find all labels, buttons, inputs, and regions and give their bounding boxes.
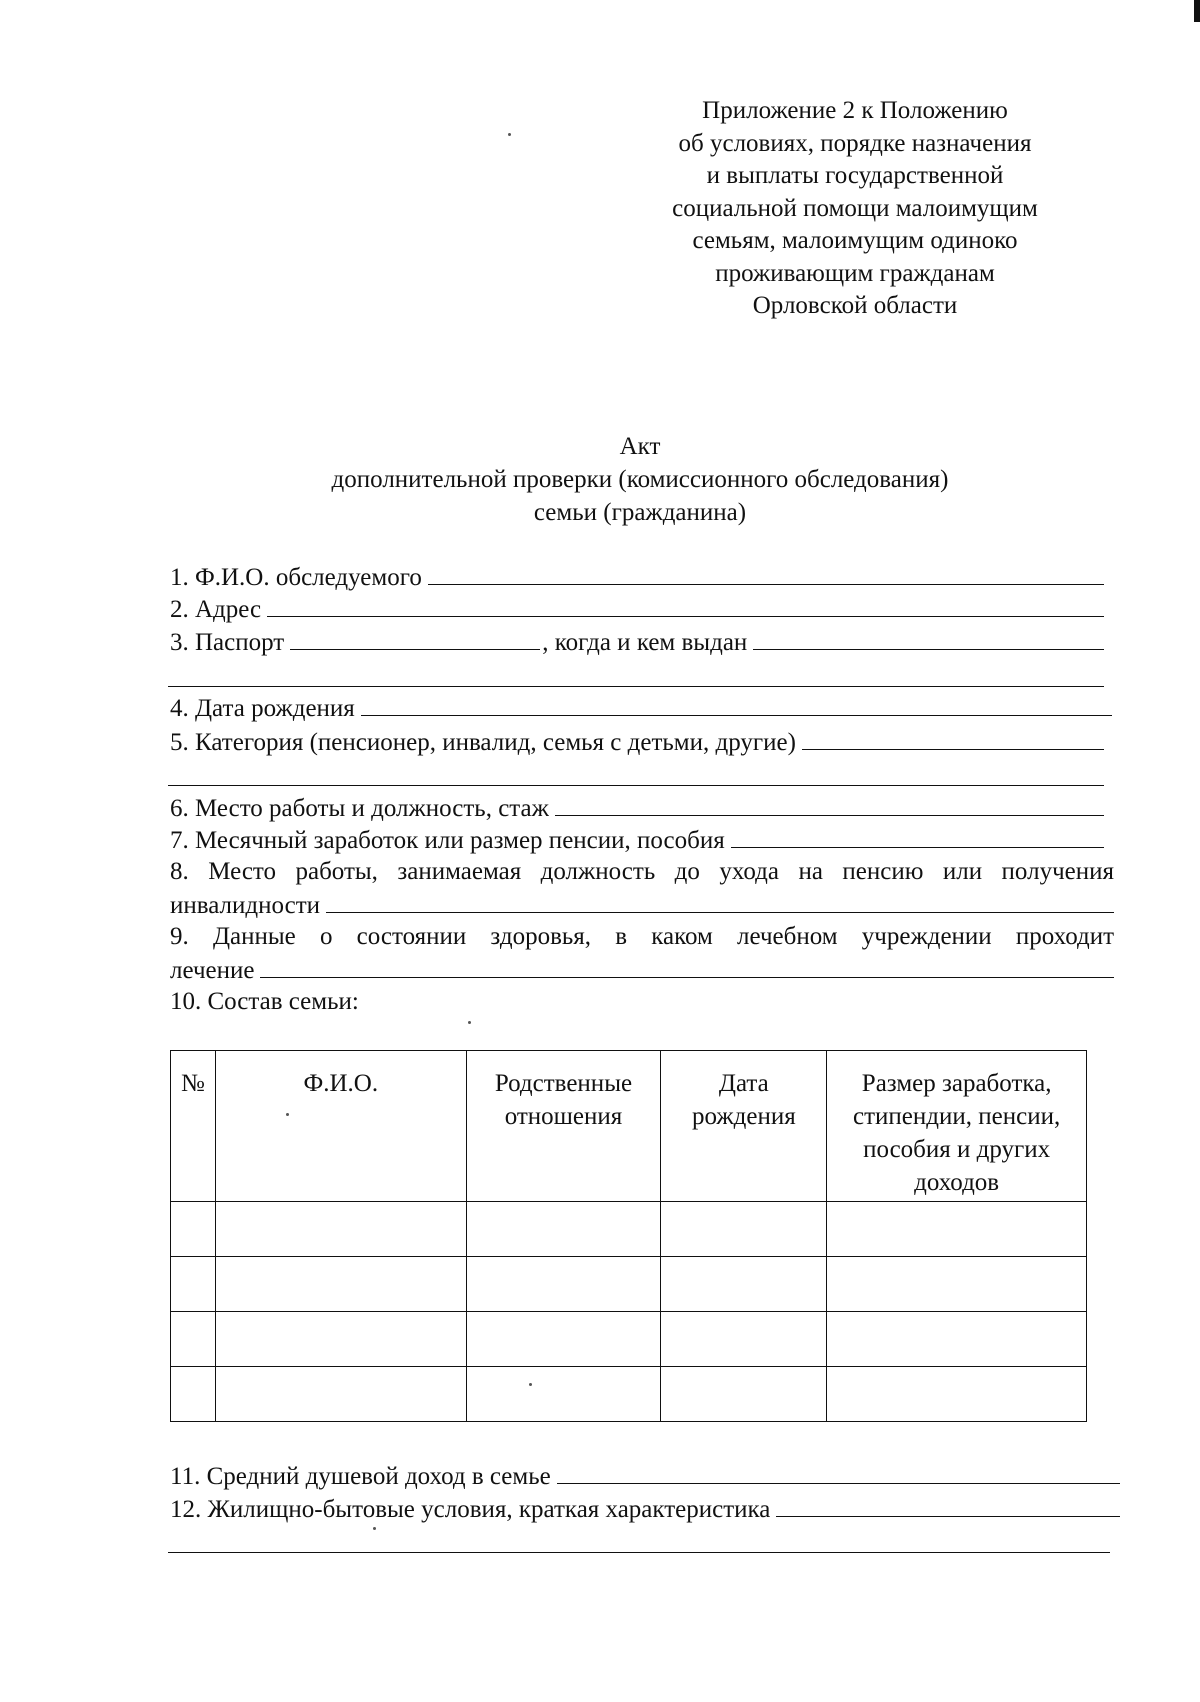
address-blank[interactable]	[267, 594, 1104, 617]
table-cell[interactable]	[661, 1202, 827, 1257]
category-continuation-blank[interactable]	[168, 785, 1104, 786]
table-cell[interactable]	[171, 1367, 216, 1422]
appendix-line: социальной помощи малоимущим	[672, 194, 1038, 222]
header-text: №	[181, 1070, 205, 1097]
header-relationship	[466, 1051, 661, 1202]
table-cell[interactable]	[827, 1312, 1087, 1367]
title-line: дополнительной проверки (комиссионного обследования)	[331, 466, 949, 493]
field-passport	[170, 627, 1104, 657]
field-family-composition	[170, 987, 570, 1017]
field-birth-date	[170, 693, 1112, 723]
field-label: 1. Ф.И.О. обследуемого	[170, 564, 422, 591]
appendix-line: об условиях, порядке назначения	[678, 129, 1032, 157]
field-monthly-income	[170, 825, 1104, 855]
scan-speck	[508, 133, 511, 136]
scan-speck	[373, 1527, 376, 1530]
field-previous-work-label: 8. Место работы, занимаемая должность до ухода на пенсию или получения	[170, 858, 1114, 885]
header-number	[171, 1051, 216, 1202]
field-health	[170, 955, 1114, 985]
table-cell[interactable]	[827, 1257, 1087, 1312]
table-row	[171, 1367, 1087, 1422]
field-living-conditions	[170, 1494, 1120, 1524]
header-birth-date	[661, 1051, 827, 1202]
field-label: 10. Состав семьи:	[170, 988, 359, 1015]
appendix-line: Орловской области	[752, 292, 958, 319]
field-workplace	[170, 793, 1104, 823]
field-previous-work	[170, 890, 1114, 920]
table-cell[interactable]	[215, 1202, 466, 1257]
scan-mark	[1194, 0, 1200, 22]
field-health-label: 9. Данные о состоянии здоровья, в каком лечебном учреждении проходит	[170, 923, 1114, 950]
workplace-blank[interactable]	[555, 793, 1104, 816]
header-text: рождения	[691, 1103, 796, 1130]
table-cell[interactable]	[171, 1202, 216, 1257]
category-blank[interactable]	[802, 727, 1104, 750]
field-label: , когда и кем выдан	[542, 629, 748, 656]
header-text: Родственные	[494, 1070, 633, 1097]
average-income-blank[interactable]	[557, 1461, 1120, 1484]
living-conditions-continuation-blank[interactable]	[168, 1552, 1110, 1553]
table-cell[interactable]	[661, 1367, 827, 1422]
table-cell[interactable]	[466, 1312, 661, 1367]
fio-blank[interactable]	[428, 562, 1104, 585]
appendix-line: проживающим гражданам	[715, 259, 995, 287]
scan-speck	[468, 1021, 471, 1024]
field-fio	[170, 562, 1104, 592]
header-text: Ф.И.О.	[303, 1070, 379, 1097]
table-cell[interactable]	[827, 1367, 1087, 1422]
table-cell[interactable]	[661, 1257, 827, 1312]
title-line: семьи (гражданина)	[533, 499, 747, 526]
table-cell[interactable]	[466, 1202, 661, 1257]
table-cell[interactable]	[215, 1257, 466, 1312]
field-label: 2. Адрес	[170, 596, 262, 623]
table-cell[interactable]	[171, 1257, 216, 1312]
header-text: стипендии, пенсии,	[853, 1103, 1061, 1130]
field-label: 11. Средний душевой доход в семье	[170, 1463, 551, 1490]
field-address	[170, 594, 1104, 624]
field-label: 4. Дата рождения	[170, 695, 355, 722]
appendix-line: семьям, малоимущим одиноко	[692, 227, 1018, 254]
previous-work-blank[interactable]	[326, 890, 1114, 913]
header-fio	[215, 1051, 466, 1202]
field-label: 7. Месячный заработок или размер пенсии, пособия	[170, 827, 725, 854]
appendix-line: Приложение 2 к Положению	[702, 97, 1008, 124]
table-cell[interactable]	[661, 1312, 827, 1367]
header-text: Дата	[718, 1070, 769, 1097]
table-cell[interactable]	[215, 1367, 466, 1422]
living-conditions-blank[interactable]	[776, 1494, 1120, 1517]
table-cell[interactable]	[466, 1367, 661, 1422]
health-blank[interactable]	[260, 955, 1114, 978]
document-title	[230, 430, 1050, 529]
table-cell[interactable]	[466, 1257, 661, 1312]
header-text: отношения	[504, 1103, 623, 1130]
field-label: 6. Место работы и должность, стаж	[170, 795, 549, 822]
passport-number-blank[interactable]	[290, 627, 540, 650]
field-label: 3. Паспорт	[170, 629, 285, 656]
field-category	[170, 727, 1104, 757]
table-cell[interactable]	[171, 1312, 216, 1367]
passport-continuation-blank[interactable]	[168, 686, 1104, 687]
table-row	[171, 1312, 1087, 1367]
appendix-line: и выплаты государственной	[706, 162, 1004, 189]
field-label: инвалидности	[170, 892, 321, 919]
table-cell[interactable]	[215, 1312, 466, 1367]
birth-date-blank[interactable]	[361, 693, 1112, 716]
table-row	[171, 1202, 1087, 1257]
header-text: пособия и других	[863, 1136, 1051, 1163]
table-row	[171, 1257, 1087, 1312]
header-text: доходов	[914, 1169, 1000, 1196]
table-cell[interactable]	[827, 1202, 1087, 1257]
monthly-income-blank[interactable]	[731, 825, 1104, 848]
passport-issuer-blank[interactable]	[753, 627, 1104, 650]
table-header-row	[171, 1051, 1087, 1202]
header-text: Размер заработка,	[861, 1070, 1052, 1097]
field-average-income	[170, 1461, 1120, 1491]
title-line: Акт	[619, 433, 661, 460]
family-table	[170, 1050, 1087, 1422]
header-income	[827, 1051, 1087, 1202]
field-label: 5. Категория (пенсионер, инвалид, семья с детьми, другие)	[170, 729, 796, 756]
appendix-header	[640, 95, 1070, 323]
field-label: 12. Жилищно-бытовые условия, краткая характеристика	[170, 1496, 771, 1523]
field-label: лечение	[170, 957, 255, 984]
